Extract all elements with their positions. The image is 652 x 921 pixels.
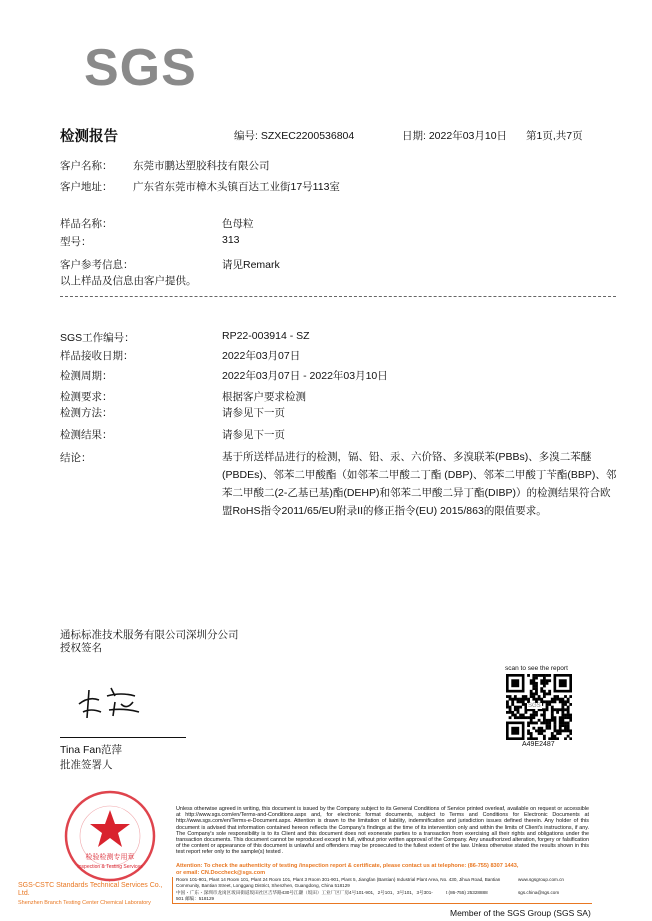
qr-module [535, 690, 538, 693]
qr-module [530, 690, 533, 693]
qr-module [569, 714, 572, 717]
client-name-label: 客户名称： [60, 160, 113, 172]
sample-name-label: 样品名称： [60, 218, 113, 230]
sample-name-value: 色母粒 [222, 218, 254, 230]
qr-module [530, 695, 533, 698]
qr-module [548, 737, 551, 740]
qr-module [543, 695, 546, 698]
qr-module [532, 737, 535, 740]
qr-module [546, 719, 549, 722]
qr-module [532, 674, 535, 677]
qr-module [548, 727, 551, 730]
qr-module [556, 729, 559, 732]
legal-disclaimer: Unless otherwise agreed in writing, this document is issued by the Company subject to its General Conditions of Service printed overleaf, available on request or accessible at http://www.sgs.com/en/Terms-and-Conditions.aspx and, for electronic format documents, subject to Terms and Conditions for Electronic Documents at http://www.sgs.com/en/Terms-e-Document.aspx. Attention is drawn to the limitation of liability, indemnification and jurisdiction issues defined therein. Any holder of this document is advised that information contained hereon reflects the Company's findings at the time of its intervention only and within the limits of Client's instructions, if any. The Company's sole responsibility is to its Client and this document does not exonerate parties to a transaction from exercising all their rights and obligations under the transaction documents. This document cannot be reproduced except in full, without prior written approval of the Company. Any unauthorized alteration, forgery or falsification of the content or appearance of this document is unlawful and offenders may be prosecuted to the fullest extent of the law. Unless otherwise stated the results shown in this test report refer only to the sample(s) tested . [176, 806, 589, 856]
qr-module [569, 729, 572, 732]
sample-note: 以上样品及信息由客户提供。 [60, 275, 197, 287]
qr-module [530, 719, 533, 722]
divider [60, 296, 616, 297]
qr-module [527, 716, 530, 719]
qr-module [530, 679, 533, 682]
qr-finder [559, 679, 567, 687]
qr-module [559, 716, 562, 719]
qr-module [535, 682, 538, 685]
client-address-label: 客户地址： [60, 181, 113, 193]
qr-module [535, 722, 538, 725]
qr-module [546, 674, 549, 677]
qr-module [546, 724, 549, 727]
qr-module [567, 711, 570, 714]
qr-module [551, 706, 554, 709]
qr-module [540, 674, 543, 677]
qr-module [567, 698, 570, 701]
qr-module [540, 698, 543, 701]
qr-module [524, 716, 527, 719]
stamp-center-text: 检验检测专用章 [85, 854, 135, 861]
qr-module [530, 716, 533, 719]
qr-module [561, 708, 564, 711]
qr-module [538, 729, 541, 732]
qr-module [540, 714, 543, 717]
qr-module [543, 737, 546, 740]
qr-module [532, 714, 535, 717]
qr-module [556, 708, 559, 711]
qr-module [543, 708, 546, 711]
qr-module [567, 735, 570, 738]
address-english: Room 101-901, Plant 14 Room 101, Plant 24 Room 101, Plant 3 Room 301-901, Plant 5, Jiangfan (Bantian) Industrial Plant Area, No. 430, Jihua Road, Bantian Community, Bantian Street, Longgang District, Shenzhen, Guangdong, China 518129 [176, 877, 501, 888]
qr-module [551, 708, 554, 711]
qr-module [556, 695, 559, 698]
qr-module [532, 711, 535, 714]
qr-module [522, 714, 525, 717]
email[interactable]: sgs.china@sgs.com [518, 890, 560, 895]
handwritten-signature [75, 682, 145, 722]
qr-module [527, 724, 530, 727]
qr-module [538, 719, 541, 722]
qr-module [567, 724, 570, 727]
qr-module [564, 695, 567, 698]
qr-module [546, 706, 549, 709]
qr-module [543, 674, 546, 677]
qr-module [559, 727, 562, 730]
branch-english-name: Shenzhen Branch Testing Center Chemical Laboratory [18, 900, 151, 906]
stamp-english-text: Inspection & Testing Services [77, 864, 143, 870]
address-chinese: 中国・广东・深圳市龙岗区坂田街道坂田社区吉华路430号江灏（坂田）工业厂区厂房4号101-901，2号101，3号101，3号301-501 邮编：518129 [176, 890, 433, 901]
qr-module [532, 687, 535, 690]
qr-module [514, 716, 517, 719]
qr-module [567, 727, 570, 730]
qr-module [567, 708, 570, 711]
qr-module [546, 727, 549, 730]
qr-module [559, 719, 562, 722]
qr-module [546, 692, 549, 695]
qr-module [559, 700, 562, 703]
qr-caption: scan to see the report [505, 665, 568, 672]
qr-module [522, 703, 525, 706]
qr-module [532, 685, 535, 688]
qr-module [561, 698, 564, 701]
qr-module [514, 695, 517, 698]
qr-module [535, 677, 538, 680]
qr-module [548, 724, 551, 727]
qr-module [554, 716, 557, 719]
qr-finder [511, 727, 519, 735]
qr-module [514, 714, 517, 717]
qr-module [546, 703, 549, 706]
qr-module [559, 732, 562, 735]
qr-module [540, 729, 543, 732]
qr-module [511, 700, 514, 703]
qr-module [564, 722, 567, 725]
qr-module [546, 679, 549, 682]
qr-module [551, 735, 554, 738]
qr-module [561, 706, 564, 709]
qr-module [530, 735, 533, 738]
qr-module [561, 719, 564, 722]
authenticity-email[interactable]: or email: CN.Doccheck@sgs.com [176, 869, 266, 876]
client-name-value: 东莞市鹏达塑胶科技有限公司 [133, 160, 270, 172]
test-request-label: 检测要求： [60, 391, 113, 403]
qr-module [564, 708, 567, 711]
qr-module [509, 711, 512, 714]
qr-module [519, 706, 522, 709]
qr-module [546, 682, 549, 685]
qr-module [524, 711, 527, 714]
qr-module [554, 729, 557, 732]
signer-name: Tina Fan范萍 [60, 744, 123, 756]
test-method-label: 检测方法： [60, 407, 113, 419]
qr-module [511, 698, 514, 701]
sgs-logo: SGS [84, 39, 197, 97]
qr-module [543, 711, 546, 714]
qr-module [506, 695, 509, 698]
qr-module [532, 716, 535, 719]
qr-module [561, 716, 564, 719]
qr-finder [511, 679, 519, 687]
qr-module [556, 737, 559, 740]
qr-module [532, 698, 535, 701]
qr-module [540, 727, 543, 730]
test-request-value: 根据客户要求检测 [222, 391, 306, 403]
qr-module [554, 722, 557, 725]
qr-module [540, 679, 543, 682]
signing-company: 通标标准技术服务有限公司深圳分公司 [60, 629, 239, 641]
qr-module [540, 687, 543, 690]
qr-module [543, 690, 546, 693]
sgs-member-note: Member of the SGS Group (SGS SA) [450, 908, 591, 918]
qr-module [546, 700, 549, 703]
qr-module [524, 695, 527, 698]
qr-module [527, 674, 530, 677]
qr-module [530, 682, 533, 685]
qr-module [564, 724, 567, 727]
qr-module [554, 735, 557, 738]
qr-module [509, 695, 512, 698]
client-address-value: 广东省东莞市樟木头镇百达工业街17号113室 [133, 181, 340, 193]
qr-module [522, 695, 525, 698]
client-reference-value: 请见Remark [222, 259, 280, 271]
qr-module [559, 729, 562, 732]
model-value: 313 [222, 234, 240, 246]
qr-module [527, 722, 530, 725]
qr-module [551, 716, 554, 719]
qr-module [554, 695, 557, 698]
qr-module [535, 714, 538, 717]
qr-module [543, 722, 546, 725]
qr-module [524, 698, 527, 701]
signer-role: 批准签署人 [60, 759, 113, 771]
qr-module [538, 732, 541, 735]
qr-module [522, 698, 525, 701]
qr-module [567, 700, 570, 703]
test-period-label: 检测周期： [60, 370, 113, 382]
qr-module [564, 703, 567, 706]
qr-module [527, 698, 530, 701]
qr-module [522, 700, 525, 703]
qr-module [514, 698, 517, 701]
qr-module [506, 703, 509, 706]
qr-module [567, 714, 570, 717]
qr-module [511, 714, 514, 717]
qr-module [532, 722, 535, 725]
qr-module [517, 711, 520, 714]
website[interactable]: www.sgsgroup.com.cn [518, 877, 564, 882]
qr-module [548, 674, 551, 677]
qr-module [551, 711, 554, 714]
qr-module [511, 711, 514, 714]
qr-module [535, 685, 538, 688]
qr-module [540, 690, 543, 693]
qr-module [535, 674, 538, 677]
qr-module [540, 732, 543, 735]
qr-module [561, 703, 564, 706]
qr-module [564, 716, 567, 719]
qr-module [569, 737, 572, 740]
qr-module [517, 706, 520, 709]
qr-module [561, 724, 564, 727]
qr-code-id: A49E2487 [522, 741, 555, 748]
footer-vertical-rule [172, 877, 173, 903]
report-number: 编号: SZXEC2200536804 [234, 130, 355, 142]
qr-module [554, 724, 557, 727]
qr-module [561, 722, 564, 725]
qr-module [559, 722, 562, 725]
qr-module [559, 698, 562, 701]
qr-module [543, 692, 546, 695]
authenticity-phone: Attention: To check the authenticity of testing /inspection report & certificate, please contact us at telephone: (86-755) 8307 1443, [176, 863, 519, 869]
qr-module [509, 698, 512, 701]
qr-module [522, 716, 525, 719]
qr-module [561, 700, 564, 703]
job-number-label: SGS工作编号： [60, 332, 135, 344]
qr-module [532, 692, 535, 695]
qr-module [548, 700, 551, 703]
qr-module [548, 722, 551, 725]
receive-date-value: 2022年03月07日 [222, 350, 301, 362]
footer-orange-rule [172, 903, 592, 904]
qr-module [535, 737, 538, 740]
qr-module [519, 716, 522, 719]
report-title: 检测报告 [60, 129, 118, 145]
qr-module [532, 695, 535, 698]
qr-module [554, 727, 557, 730]
qr-module [554, 719, 557, 722]
qr-module [551, 698, 554, 701]
qr-module [548, 719, 551, 722]
qr-module [535, 711, 538, 714]
qr-module [551, 700, 554, 703]
qr-module [530, 737, 533, 740]
model-label: 型号： [60, 236, 92, 248]
qr-module [517, 716, 520, 719]
qr-module [514, 708, 517, 711]
qr-module [509, 708, 512, 711]
qr-module [569, 732, 572, 735]
qr-module [543, 682, 546, 685]
qr-module [543, 735, 546, 738]
qr-module [569, 716, 572, 719]
qr-module [554, 698, 557, 701]
qr-module [543, 677, 546, 680]
qr-module [530, 722, 533, 725]
qr-module [554, 700, 557, 703]
qr-module [567, 716, 570, 719]
qr-module [532, 677, 535, 680]
phone: t (86-755) 25328888 [446, 890, 488, 895]
inspection-stamp [55, 790, 165, 882]
qr-module [538, 698, 541, 701]
qr-module [543, 685, 546, 688]
qr-module [546, 722, 549, 725]
qr-module [548, 703, 551, 706]
qr-module [564, 729, 567, 732]
qr-module [556, 698, 559, 701]
qr-module [519, 700, 522, 703]
conclusion-text: 基于所送样品进行的检测，镉、铅、汞、六价铬、多溴联苯(PBBs)、多溴二苯醚(PBDEs)、邻苯二甲酸酯（如邻苯二甲酸二丁酯 (DBP)、邻苯二甲酸丁苄酯(BBP)、邻苯二甲酸二(2-乙基已基)酯(DEHP)和邻苯二甲酸二异丁酯(DIBP)）的检测结果符合欧盟RoHS指令2011/65/EU附录II的修正指令(EU) 2015/863的限值要求。 [222, 451, 617, 517]
qr-module [567, 722, 570, 725]
qr-module [548, 692, 551, 695]
test-period-value: 2022年03月07日 - 2022年03月10日 [222, 370, 388, 382]
qr-module [543, 729, 546, 732]
qr-module [551, 737, 554, 740]
qr-module [543, 700, 546, 703]
qr-module [567, 706, 570, 709]
qr-module [532, 679, 535, 682]
qr-module [551, 714, 554, 717]
qr-module [564, 727, 567, 730]
qr-module [530, 732, 533, 735]
qr-module [535, 698, 538, 701]
qr-module [527, 732, 530, 735]
authorized-signature-label: 授权签名 [60, 642, 102, 654]
qr-module [535, 729, 538, 732]
qr-center-logo: SGS [528, 703, 541, 709]
test-result-value: 请参见下一页 [222, 429, 285, 441]
authenticity-notice [176, 863, 518, 876]
qr-module [509, 706, 512, 709]
qr-module [530, 692, 533, 695]
page-number: 第1页,共7页 [526, 130, 583, 142]
qr-module [546, 708, 549, 711]
qr-module [564, 737, 567, 740]
qr-module [514, 706, 517, 709]
qr-module [564, 700, 567, 703]
qr-module [567, 729, 570, 732]
qr-module [569, 719, 572, 722]
qr-module [517, 700, 520, 703]
qr-module [532, 682, 535, 685]
test-method-value: 请参见下一页 [222, 407, 285, 419]
qr-module [551, 732, 554, 735]
job-number-value: RP22-003914 - SZ [222, 330, 310, 342]
qr-module [517, 708, 520, 711]
qr-module [543, 719, 546, 722]
qr-module [554, 737, 557, 740]
client-reference-label: 客户参考信息： [60, 259, 134, 271]
qr-module [530, 714, 533, 717]
qr-module [527, 729, 530, 732]
company-english-name: SGS-CSTC Standards Technical Services Co., Ltd. [18, 882, 163, 897]
signature-line [60, 737, 186, 738]
qr-module [554, 708, 557, 711]
qr-module [527, 737, 530, 740]
qr-module [556, 711, 559, 714]
qr-module [509, 716, 512, 719]
qr-module [506, 700, 509, 703]
qr-module [532, 727, 535, 730]
qr-module [561, 714, 564, 717]
qr-module [535, 687, 538, 690]
qr-module [538, 674, 541, 677]
qr-module [519, 714, 522, 717]
qr-module [543, 716, 546, 719]
qr-module [548, 690, 551, 693]
conclusion-label: 结论： [60, 452, 92, 464]
qr-module [561, 711, 564, 714]
report-date: 日期: 2022年03月10日 [402, 130, 508, 142]
qr-module [538, 695, 541, 698]
qr-module [517, 698, 520, 701]
qr-module [506, 706, 509, 709]
qr-module [535, 692, 538, 695]
test-result-label: 检测结果： [60, 429, 113, 441]
qr-module [564, 714, 567, 717]
qr-module [551, 719, 554, 722]
qr-module [559, 708, 562, 711]
qr-module [540, 682, 543, 685]
qr-module [511, 703, 514, 706]
qr-module [548, 679, 551, 682]
qr-module [569, 695, 572, 698]
qr-module [556, 732, 559, 735]
qr-module [561, 729, 564, 732]
qr-module [519, 698, 522, 701]
qr-module [559, 724, 562, 727]
qr-module [538, 727, 541, 730]
qr-module [506, 711, 509, 714]
qr-module [540, 722, 543, 725]
qr-module [543, 714, 546, 717]
qr-module [543, 679, 546, 682]
receive-date-label: 样品接收日期： [60, 350, 134, 362]
qr-module [569, 703, 572, 706]
